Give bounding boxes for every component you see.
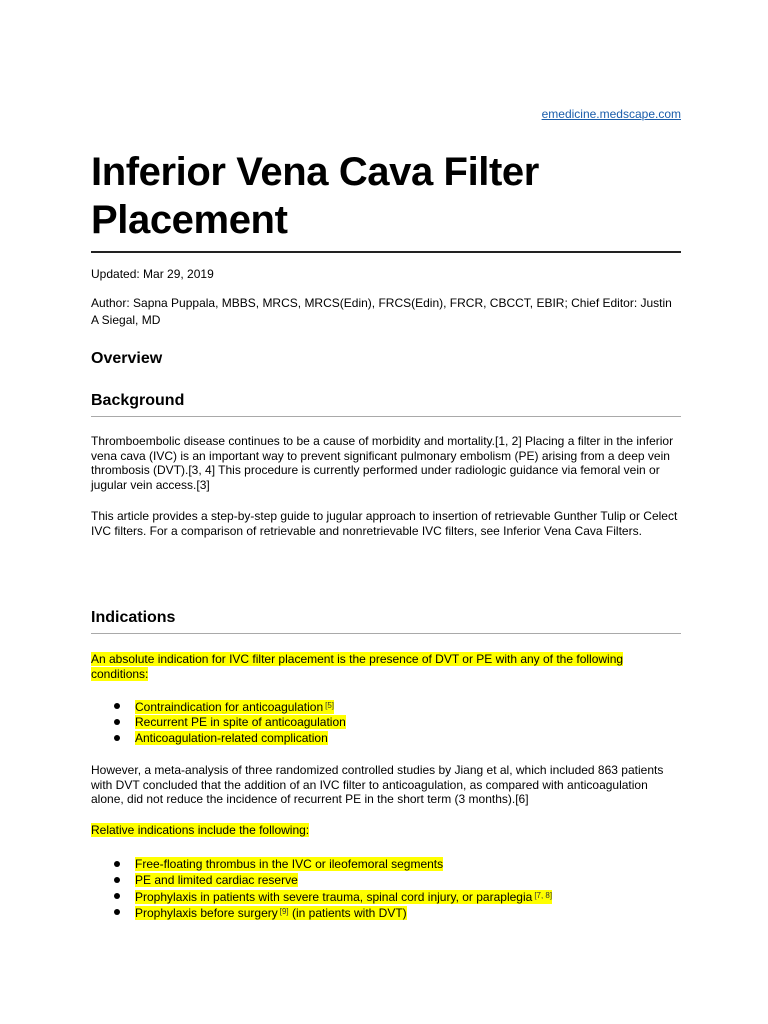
bullet-icon	[114, 719, 120, 725]
author-line: Author: Sapna Puppala, MBBS, MRCS, MRCS(Edin), FRCS(Edin), FRCR, CBCCT, EBIR; Chief Editor: Justin A Siegal, MD	[91, 296, 672, 327]
list-item	[91, 714, 681, 730]
list-item-text: Contraindication for anticoagulation	[135, 700, 324, 714]
bullet-icon	[114, 909, 120, 915]
highlighted-text: Relative indications include the following:	[91, 823, 310, 837]
relative-indication-intro	[91, 823, 681, 838]
indications-divider	[91, 633, 681, 634]
list-item	[91, 904, 681, 920]
background-divider	[91, 416, 681, 417]
highlighted-text: An absolute indication for IVC filter placement is the presence of DVT or PE with any of the following conditions:	[91, 652, 624, 681]
list-item	[91, 856, 681, 872]
bullet-icon	[114, 703, 120, 709]
list-item-text: PE and limited cardiac reserve	[135, 873, 298, 887]
source-link[interactable]: emedicine.medscape.com	[541, 107, 681, 121]
background-paragraph-2: This article provides a step-by-step guide to jugular approach to insertion of retrievable Gunther Tulip or Celect IVC filters. For a comparison of retrievable and nonretrievable IVC filters, see Inferior Vena Cava Filters.	[91, 509, 678, 538]
bullet-icon	[114, 861, 120, 867]
title-divider	[91, 251, 681, 253]
list-item-text: Free-floating thrombus in the IVC or ileofemoral segments	[135, 857, 444, 871]
meta-analysis-paragraph: However, a meta-analysis of three randomized controlled studies by Jiang et al, which included 863 patients with DVT concluded that the addition of an IVC filter to anticoagulation, as compared with anticoagulation alone, did not reduce the incidence of recurrent PE in the short term (3 months).[6]	[91, 763, 664, 806]
absolute-indication-intro	[91, 652, 681, 681]
page-title: Inferior Vena Cava Filter Placement	[91, 150, 539, 242]
list-item-text: Anticoagulation-related complication	[135, 731, 328, 745]
reference-icon[interactable]: [7, 8]	[534, 891, 553, 900]
list-item	[91, 872, 681, 888]
background-heading: Background	[91, 392, 185, 409]
absolute-indications-list	[91, 698, 681, 746]
list-item-suffix: (in patients with DVT)	[288, 906, 407, 920]
relative-indications-list	[91, 856, 681, 920]
list-item	[91, 698, 681, 714]
reference-icon[interactable]: [9]	[279, 907, 289, 916]
list-item-text: Prophylaxis before surgery	[135, 906, 278, 920]
bullet-icon	[114, 893, 120, 899]
reference-icon[interactable]: [5]	[325, 701, 335, 710]
list-item-text: Recurrent PE in spite of anticoagulation	[135, 715, 346, 729]
overview-heading: Overview	[91, 350, 163, 367]
list-item-text: Prophylaxis in patients with severe trauma, spinal cord injury, or paraplegia	[135, 890, 533, 904]
indications-heading: Indications	[91, 609, 176, 626]
updated-date: Updated: Mar 29, 2019	[91, 267, 214, 281]
list-item	[91, 730, 681, 746]
bullet-icon	[114, 735, 120, 741]
list-item	[91, 888, 681, 904]
bullet-icon	[114, 877, 120, 883]
background-paragraph-1: Thromboembolic disease continues to be a cause of morbidity and mortality.[1, 2] Placing a filter in the inferior vena cava (IVC) is an important way to prevent significant pulmonary embolism (PE) arising from a deep vein thrombosis (DVT).[3, 4] This procedure is currently performed under radiologic guidance via femoral vein or jugular vein access.[3]	[91, 434, 674, 492]
